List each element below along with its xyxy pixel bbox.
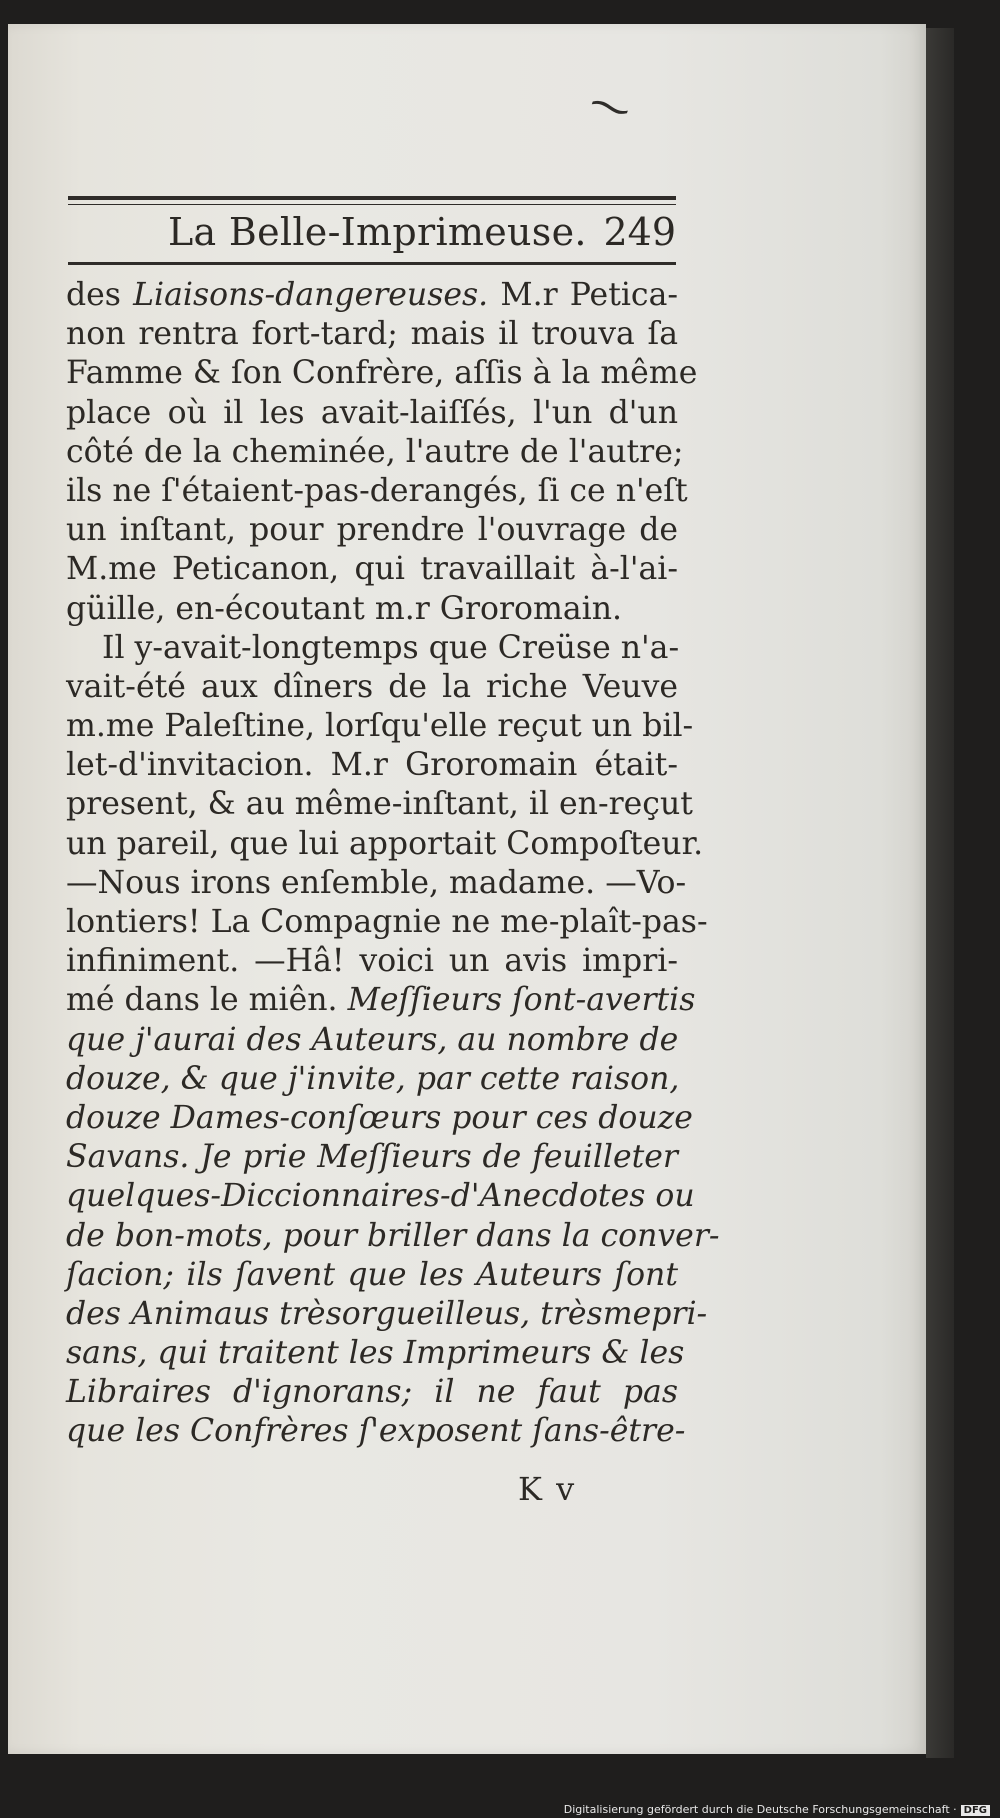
text-line: que les Confrères ſ'exposent ſans-être- (66, 1413, 686, 1450)
text-line: douze, & que j'invite, par cette raison, (66, 1060, 680, 1097)
text-line: Il y-avait-longtemps que Creüse n'a- (102, 629, 680, 666)
text-line: place où il les avait-laiſſés, l'un d'un (66, 394, 678, 431)
text-line: quelques-Diccionnaires-d'Anecdotes ou (66, 1178, 695, 1215)
text-line: douze Dames-conſœurs pour ces douze (66, 1099, 693, 1136)
text-line: ſacion; ils ſavent que les Auteurs ſont (66, 1256, 678, 1293)
text-line: mé dans le miên. Meſſieurs ſont-avertis (66, 982, 696, 1019)
text-line: infiniment. —Hâ! voici un avis impri- (66, 943, 678, 980)
text-line: vait-été aux dîners de la riche Veuve (66, 668, 678, 705)
text-line: m.me Paleſtine, lorſqu'elle reçut un bil- (66, 708, 694, 745)
text-line: Savans. Je prie Meſſieurs de feuilleter (66, 1139, 678, 1176)
page-edge-shadow (926, 28, 954, 1758)
ink-mark-icon: ⁓ (583, 78, 637, 136)
digitization-credit (564, 1803, 990, 1816)
text-line: lontiers! La Compagnie ne me-plaît-pas- (66, 904, 708, 940)
text-line: un pareil, que lui apportait Compoſteur. (66, 825, 704, 862)
text-line: ils ne ſ'étaient-pas-derangés, ſi ce n'eſt (66, 472, 688, 509)
text-line: des Liaisons-dangereuses. M.r Petica- (66, 277, 679, 313)
text-line: que j'aurai des Auteurs, au nombre de (66, 1021, 679, 1058)
text-line: güille, en-écoutant m.r Groromain. (66, 590, 623, 627)
text-line: M.me Peticanon, qui travaillait à-l'ai- (66, 551, 678, 588)
signature-mark: K v (518, 1470, 577, 1508)
text-line: Famme & ſon Confrère, aſſis à la même (66, 355, 698, 392)
text-line: let-d'invitacion. M.r Groromain était- (66, 747, 678, 784)
text-line: Libraires d'ignorans; il ne faut pas (66, 1374, 678, 1411)
text-line: des Animaus trèsorgueilleus, trèsmepri- (66, 1295, 708, 1332)
text-line: present, & au même-inſtant, il en-reçut (66, 786, 693, 823)
text-line: non rentra fort-tard; mais il trouva ſa (66, 316, 678, 353)
body-text (66, 276, 720, 1452)
running-head-title: La Belle-Imprimeuse. (168, 210, 587, 254)
text-line: de bon-mots, pour briller dans la conver- (66, 1217, 720, 1254)
credit-text: Digitalisierung gefördert durch die Deutsche Forschungsgemeinschaft · (563, 1803, 957, 1816)
text-line: sans, qui traitent les Imprimeurs & les (66, 1335, 685, 1372)
text-line: un inſtant, pour prendre l'ouvrage de (66, 512, 678, 549)
header-rule-bottom (68, 262, 676, 265)
page-number: 249 (603, 210, 676, 254)
running-head (68, 200, 676, 260)
dfg-logo: DFG (961, 1805, 990, 1816)
text-line: —Nous irons enſemble, madame. —Vo- (66, 864, 687, 901)
text-line: côté de la cheminée, l'autre de l'autre; (66, 433, 684, 470)
